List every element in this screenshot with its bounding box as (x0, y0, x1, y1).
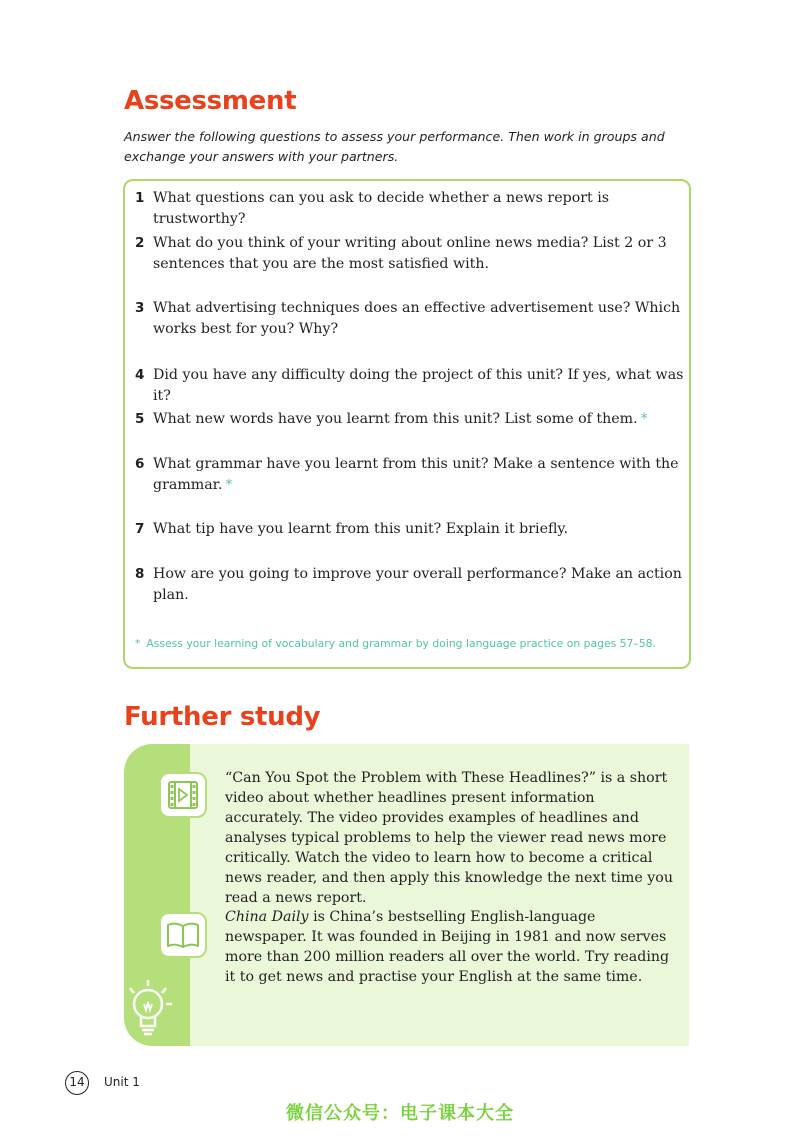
footnote-star: * (135, 637, 141, 650)
language-practice-star: * (225, 477, 233, 493)
question-text: What grammar have you learnt from this unit? Make a sentence with the grammar. (153, 456, 679, 493)
question-8 (135, 564, 685, 606)
question-text: What new words have you learnt from this unit? List some of them. (153, 411, 638, 427)
unit-label: Unit 1 (104, 1075, 140, 1089)
question-4 (135, 365, 685, 407)
china-daily-description (225, 907, 675, 987)
question-number: 7 (135, 521, 145, 537)
assessment-footnote (135, 637, 685, 650)
question-6 (135, 454, 685, 496)
question-number: 1 (135, 190, 145, 206)
question-1 (135, 188, 685, 230)
assessment-intro: Answer the following questions to assess your performance. Then work in groups and exchange your answers with your partners. (124, 129, 665, 164)
video-description: “Can You Spot the Problem with These Headlines?” is a short video about whether headlines present information accurately. The video provides examples of headlines and analyses typical problems to help the viewer read news more critically. Watch the video to learn how to become a critical news reader, and then apply this knowledge the next time you read a news report. (225, 770, 673, 906)
question-number: 5 (135, 411, 145, 427)
question-5 (135, 409, 685, 430)
watermark-text: 微信公众号：电子课本大全 (286, 1103, 514, 1124)
open-book-icon (159, 912, 207, 958)
further-study-panel (124, 744, 689, 1046)
newspaper-title: China Daily (225, 909, 309, 925)
film-strip-icon (159, 772, 207, 818)
question-2 (135, 233, 685, 275)
question-text: What do you think of your writing about online news media? List 2 or 3 sentences that you are the most satisfied with. (153, 235, 667, 272)
light-bulb-icon (124, 966, 184, 1046)
footnote-text: Assess your learning of vocabulary and grammar by doing language practice on pages 57–58. (146, 637, 656, 650)
question-number: 4 (135, 367, 145, 383)
question-text: What tip have you learnt from this unit? Explain it briefly. (153, 521, 569, 537)
question-number: 6 (135, 456, 145, 472)
question-number: 8 (135, 566, 145, 582)
question-3 (135, 298, 685, 340)
page-number: 14 (65, 1071, 89, 1095)
language-practice-star: * (640, 411, 648, 427)
question-number: 3 (135, 300, 145, 316)
question-number: 2 (135, 235, 145, 251)
china-daily-text: is China’s bestselling English-language newspaper. It was founded in Beijing in 1981 and now serves more than 200 million readers all over the world. Try reading it to get news and practise your English at the same time. (225, 909, 670, 985)
question-text: Did you have any difficulty doing the project of this unit? If yes, what was it? (153, 367, 684, 404)
question-text: How are you going to improve your overall performance? Make an action plan. (153, 566, 682, 603)
question-text: What questions can you ask to decide whether a news report is trustworthy? (153, 190, 610, 227)
further-study-heading: Further study (124, 702, 321, 732)
questions-box (123, 179, 691, 669)
question-7 (135, 519, 685, 540)
assessment-heading: Assessment (124, 86, 297, 116)
question-text: What advertising techniques does an effective advertisement use? Which works best for you? Why? (153, 300, 681, 337)
